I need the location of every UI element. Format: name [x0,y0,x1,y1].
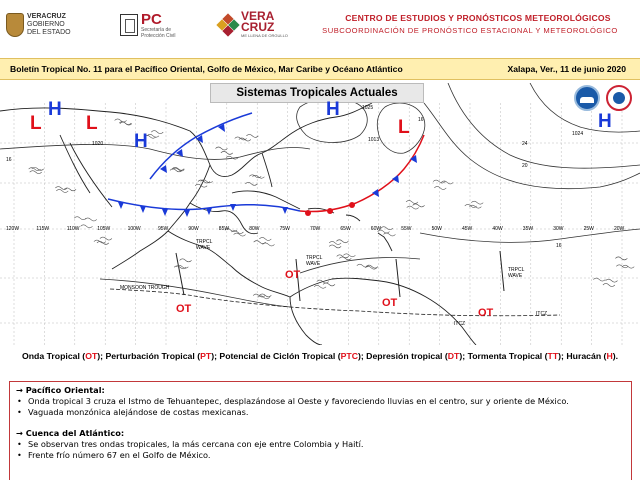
legend-item-sep: ); [211,351,220,361]
legend-item-abbr: OT [85,351,98,361]
feature-label: ITCZ [536,311,548,317]
high-pressure-label: H [48,99,62,120]
veracruz-mark-icon [218,15,238,35]
legend-item-abbr: PTC [340,351,358,361]
high-pressure-label: H [598,111,612,132]
proteccion-civil-logo [120,6,175,44]
ot-label: OT [478,307,494,319]
logo-vc-line2: CRUZ [241,20,275,34]
atlantic-list [16,439,625,461]
pressure-label: 20 [522,163,528,169]
longitude-label: 65W [340,226,351,232]
legend-item-abbr: TT [547,351,559,361]
longitude-label: 70W [310,226,321,232]
logo-pc-sub2: Protección Civil [141,32,176,39]
legend-item-abbr: H [606,351,613,361]
feature-label: TRPCL WAVE [306,255,323,267]
legend-item-name: Tormenta Tropical ( [467,351,548,361]
longitude-label: 50W [431,226,442,232]
legend [0,350,640,362]
longitude-label: 25W [583,226,594,232]
veracruz-orgullo-logo [218,6,288,44]
list-item: • Frente frío número 67 en el Golfo de México. [16,450,625,461]
list-item: • Onda tropical 3 cruza el Istmo de Tehuantepec, desplazándose al Oeste y favoreciendo lluvias en el centro, sur y oriente de México. [16,396,625,407]
list-item: • Vaguada monzónica alejándose de costas mexicanas. [16,407,625,418]
longitude-label: 75W [279,226,290,232]
veracruz-logo [6,6,71,44]
logo-pc-sub1: Secretaría de [141,26,172,33]
legend-item-sep: ); [558,351,567,361]
longitude-label: 20W [614,226,625,232]
logo-pc-title: PC [141,10,162,28]
shield-icon [6,13,24,37]
feature-label: ITCZ [454,321,466,327]
feature-label: TRPCL WAVE [196,239,213,251]
legend-item-name: Huracán ( [566,351,607,361]
pc-emblem-icon [120,14,138,36]
pressure-label: 1025 [362,105,374,111]
legend-item-sep: ). [612,351,619,361]
logo-vc-sub: ME LLENA DE ORGULLO [241,33,288,38]
logo-veracruz-line3: DEL ESTADO [27,29,71,36]
pacific-list [16,396,625,418]
low-pressure-label: L [30,113,42,134]
bulletin-date: Xalapa, Ver., 11 de junio 2020 [507,64,626,74]
center-title: CENTRO DE ESTUDIOS Y PRONÓSTICOS METEOROLÓGICOS [345,13,611,23]
longitude-label: 40W [492,226,503,232]
longitude-label: 110W [66,226,80,232]
legend-item-abbr: PT [200,351,212,361]
legend-item-abbr: DT [447,351,460,361]
ot-label: OT [382,297,398,309]
pacific-title: → Pacífico Oriental: [16,385,105,395]
legend-item-name: Depresión tropical ( [366,351,448,361]
ot-label: OT [285,269,301,281]
logo-veracruz-line1: VERACRUZ [27,13,66,20]
pressure-label: 1024 [572,131,584,137]
low-pressure-label: L [86,113,98,134]
longitude-label: 85W [218,226,230,232]
low-pressure-label: L [398,117,410,138]
map-title: Sistemas Tropicales Actuales [210,83,424,103]
pressure-label: 16 [556,243,562,249]
pressure-label: 24 [522,141,528,147]
longitude-label: 100W [127,226,141,232]
info-box [9,381,632,480]
bulletin-title: Boletín Tropical No. 11 para el Pacífico Oriental, Golfo de México, Mar Caribe y Océano Atlántico [10,64,403,74]
ot-label: OT [176,303,192,315]
legend-item-name: Onda Tropical ( [21,351,86,361]
header [0,0,640,52]
feature-label: TRPCL WAVE [508,267,525,279]
high-pressure-label: H [326,99,340,120]
longitude-label: 30W [553,226,564,232]
center-subtitle: SUBCOORDINACIÓN DE PRONÓSTICO ESTACIONAL Y METEOROLÓGICO [322,26,618,35]
longitude-label: 120W [6,226,20,232]
pressure-label: 1020 [92,141,104,147]
legend-item-sep: ); [459,351,468,361]
longitude-label: 35W [522,226,534,232]
legend-item-name: Perturbación Tropical ( [105,351,201,361]
longitude-label: 105W [97,226,111,232]
list-item: • Se observan tres ondas tropicales, la más cercana con eje entre Colombia y Haití. [16,439,625,450]
weather-map [0,83,640,345]
legend-item-sep: ); [357,351,367,361]
logo-veracruz-line2: GOBIERNO [27,21,65,28]
legend-item-sep: ); [97,351,106,361]
longitude-label: 90W [188,226,199,232]
longitude-label: 115W [36,226,50,232]
legend-item-name: Potencial de Ciclón Tropical ( [219,351,341,361]
feature-label: MONSOON TROUGH [120,285,170,291]
pressure-label: 16 [418,117,424,123]
atlantic-title: → Cuenca del Atlántico: [16,427,125,438]
nws-icon [606,85,632,111]
bulletin-bar [0,58,640,80]
longitude-label: 60W [370,226,382,232]
longitude-label: 55W [401,226,412,232]
high-pressure-label: H [134,131,148,152]
longitude-label: 95W [158,226,169,232]
noaa-icon [574,85,600,111]
longitude-label: 45W [462,226,473,232]
logo-vc-line1: VERA [241,9,275,23]
pressure-label: 16 [6,157,12,163]
pressure-label: 1013 [368,137,380,143]
longitude-label: 80W [249,226,260,232]
